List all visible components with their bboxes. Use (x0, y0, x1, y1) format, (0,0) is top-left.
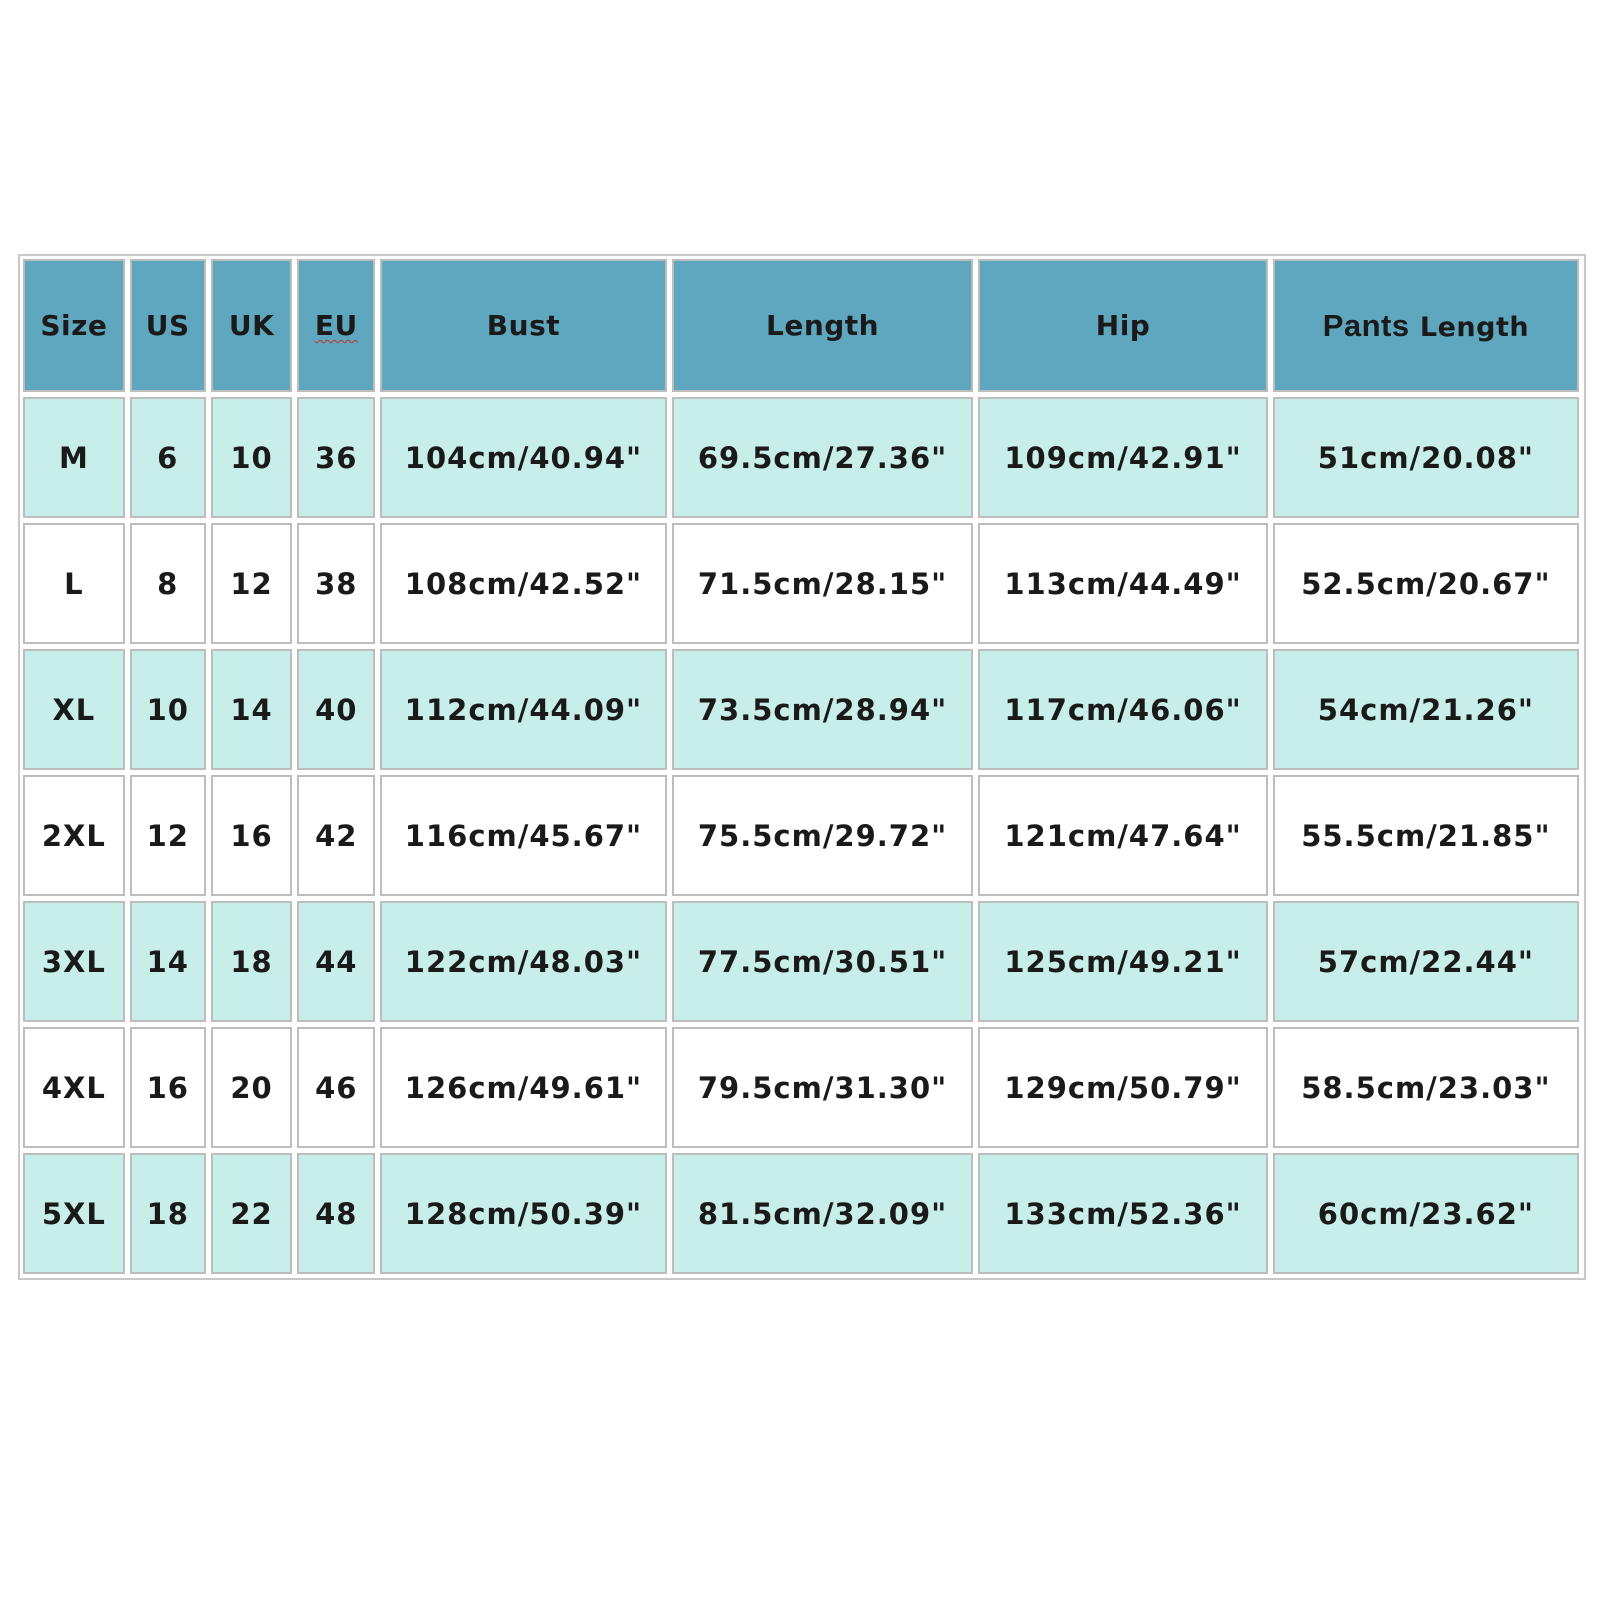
cell-size: L (23, 523, 125, 644)
table-body (23, 397, 1579, 1274)
cell-length: 71.5cm/28.15" (672, 523, 974, 644)
cell-bust: 128cm/50.39" (380, 1153, 667, 1274)
header-row (23, 259, 1579, 392)
table-row (23, 397, 1579, 518)
header-eu (297, 259, 375, 392)
cell-uk: 16 (211, 775, 293, 896)
header-length: Length (672, 259, 974, 392)
header-eu-label: EU (314, 309, 358, 342)
header-uk: UK (211, 259, 293, 392)
cell-uk: 18 (211, 901, 293, 1022)
cell-bust: 104cm/40.94" (380, 397, 667, 518)
cell-uk: 20 (211, 1027, 293, 1148)
cell-hip: 125cm/49.21" (978, 901, 1267, 1022)
cell-bust: 116cm/45.67" (380, 775, 667, 896)
cell-eu: 48 (297, 1153, 375, 1274)
cell-us: 12 (130, 775, 206, 896)
cell-bust: 122cm/48.03" (380, 901, 667, 1022)
cell-length: 69.5cm/27.36" (672, 397, 974, 518)
cell-size: 5XL (23, 1153, 125, 1274)
cell-pants-length: 57cm/22.44" (1273, 901, 1579, 1022)
cell-eu: 40 (297, 649, 375, 770)
cell-us: 18 (130, 1153, 206, 1274)
cell-size: 4XL (23, 1027, 125, 1148)
cell-uk: 14 (211, 649, 293, 770)
cell-hip: 109cm/42.91" (978, 397, 1267, 518)
cell-hip: 121cm/47.64" (978, 775, 1267, 896)
cell-size: XL (23, 649, 125, 770)
cell-pants-length: 51cm/20.08" (1273, 397, 1579, 518)
table-row (23, 649, 1579, 770)
header-hip: Hip (978, 259, 1267, 392)
cell-hip: 117cm/46.06" (978, 649, 1267, 770)
cell-hip: 113cm/44.49" (978, 523, 1267, 644)
cell-pants-length: 58.5cm/23.03" (1273, 1027, 1579, 1148)
table-row (23, 523, 1579, 644)
table-row (23, 1153, 1579, 1274)
cell-us: 16 (130, 1027, 206, 1148)
header-bust: Bust (380, 259, 667, 392)
cell-size: 3XL (23, 901, 125, 1022)
cell-length: 77.5cm/30.51" (672, 901, 974, 1022)
header-size: Size (23, 259, 125, 392)
cell-bust: 112cm/44.09" (380, 649, 667, 770)
cell-eu: 44 (297, 901, 375, 1022)
cell-size: 2XL (23, 775, 125, 896)
size-table (18, 254, 1584, 1279)
cell-eu: 46 (297, 1027, 375, 1148)
cell-us: 14 (130, 901, 206, 1022)
cell-pants-length: 52.5cm/20.67" (1273, 523, 1579, 644)
cell-hip: 129cm/50.79" (978, 1027, 1267, 1148)
cell-length: 75.5cm/29.72" (672, 775, 974, 896)
cell-us: 10 (130, 649, 206, 770)
cell-eu: 38 (297, 523, 375, 644)
cell-size: M (23, 397, 125, 518)
cell-pants-length: 60cm/23.62" (1273, 1153, 1579, 1274)
cell-bust: 108cm/42.52" (380, 523, 667, 644)
cell-pants-length: 55.5cm/21.85" (1273, 775, 1579, 896)
size-chart (18, 254, 1586, 1280)
cell-uk: 12 (211, 523, 293, 644)
cell-length: 79.5cm/31.30" (672, 1027, 974, 1148)
cell-uk: 10 (211, 397, 293, 518)
header-us: US (130, 259, 206, 392)
cell-eu: 36 (297, 397, 375, 518)
cell-us: 6 (130, 397, 206, 518)
table-row (23, 775, 1579, 896)
cell-bust: 126cm/49.61" (380, 1027, 667, 1148)
cell-hip: 133cm/52.36" (978, 1153, 1267, 1274)
cell-pants-length: 54cm/21.26" (1273, 649, 1579, 770)
cell-uk: 22 (211, 1153, 293, 1274)
header-pants-word: Pants (1322, 307, 1410, 343)
cell-length: 81.5cm/32.09" (672, 1153, 974, 1274)
header-pants-length-word: Length (1419, 311, 1530, 343)
header-pants-length (1273, 259, 1579, 392)
table-row (23, 901, 1579, 1022)
cell-eu: 42 (297, 775, 375, 896)
table-row (23, 1027, 1579, 1148)
cell-us: 8 (130, 523, 206, 644)
cell-length: 73.5cm/28.94" (672, 649, 974, 770)
